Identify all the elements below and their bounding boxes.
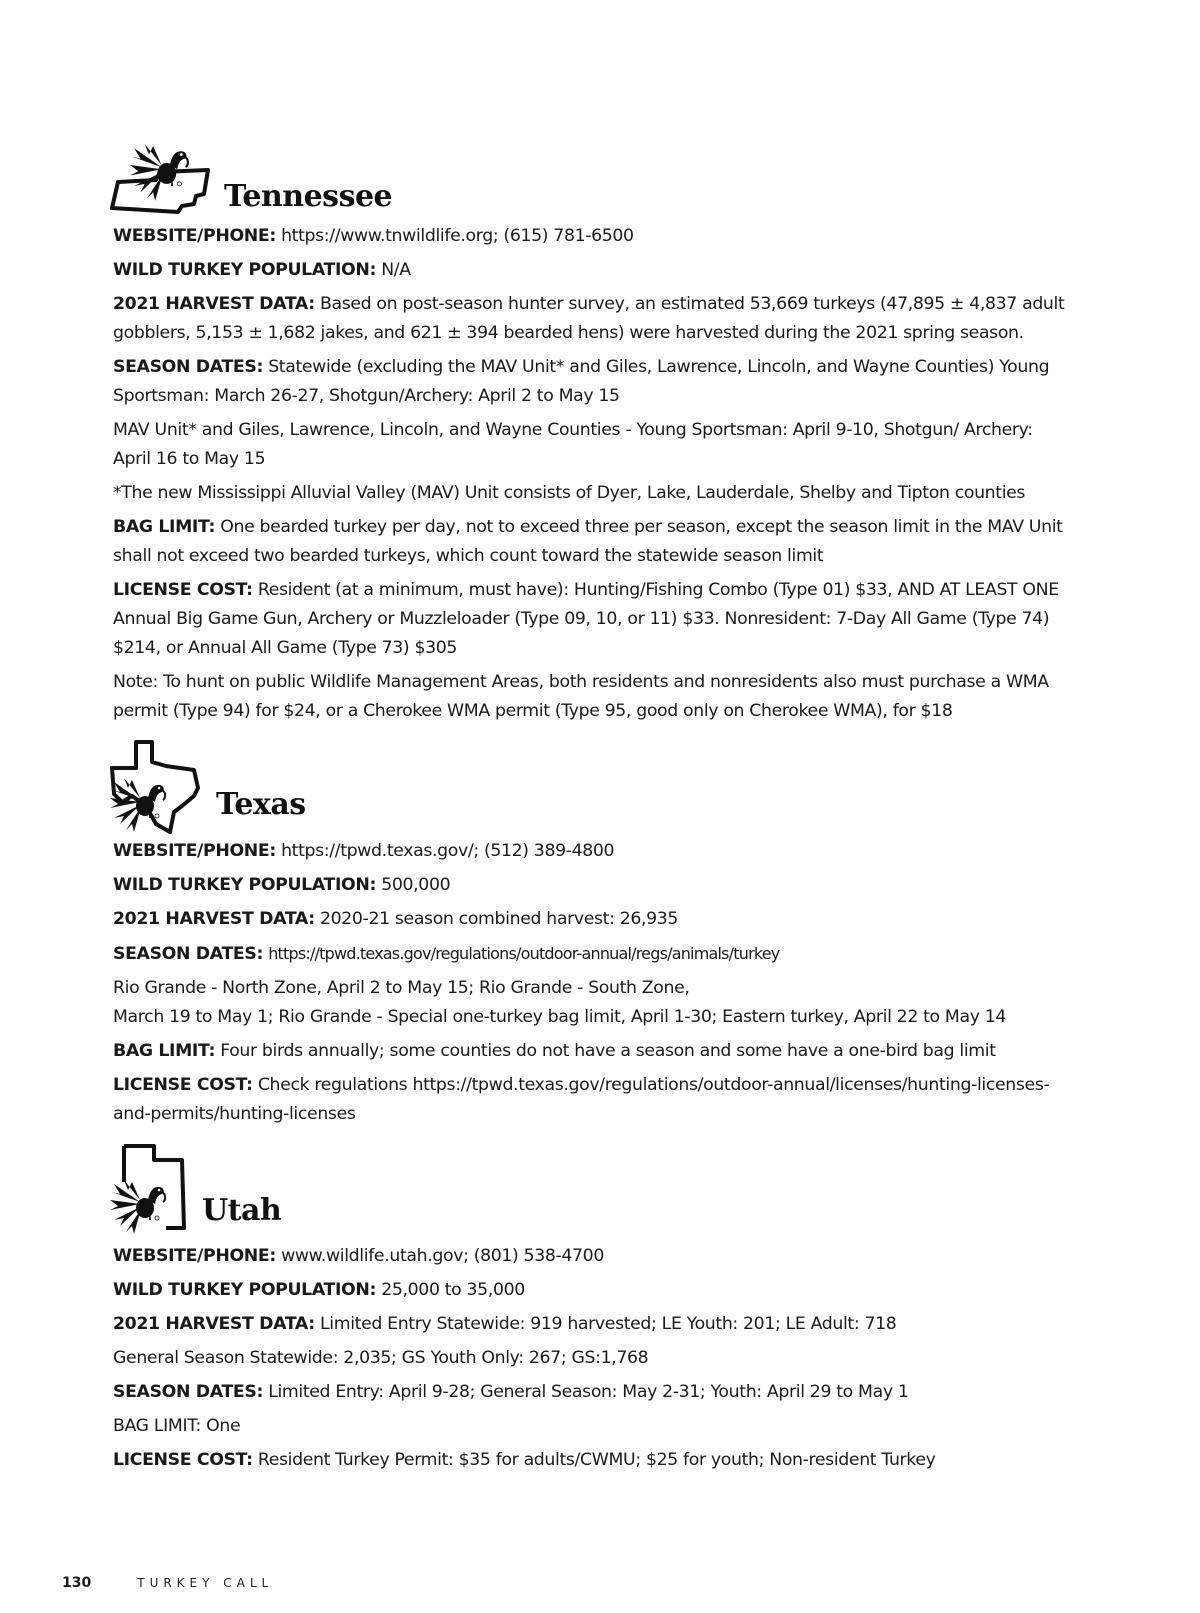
texas-header [108, 738, 306, 836]
ut-season-label: SEASON DATES: [113, 1382, 264, 1402]
ut-population-row [113, 1276, 1073, 1305]
ut-license-value: Resident Turkey Permit: $35 for adults/CWMU; $25 for youth; Non-resident Turkey [257, 1450, 936, 1470]
tn-bag-label: BAG LIMIT: [113, 517, 216, 537]
tx-season-value[interactable]: https://tpwd.texas.gov/regulations/outdoor-annual/regs/animals/turkey [268, 944, 780, 963]
page-number: 130 [62, 1575, 92, 1591]
state-name-texas: Texas [216, 787, 306, 822]
page-footer [62, 1575, 273, 1591]
tn-season-mav: MAV Unit* and Giles, Lawrence, Lincoln, and Wayne Counties - Young Sportsman: April 9-10, Shotgun/ Archery: April 16 to May 15 [113, 420, 1033, 469]
ut-season-value: Limited Entry: April 9-28; General Season: May 2-31; Youth: April 29 to May 1 [268, 1382, 909, 1402]
tn-license-value: Resident (at a minimum, must have): Hunting/Fishing Combo (Type 01) $33, AND AT LEAST ONE Annual Big Game Gun, Archery or Muzzleloader (Type 09, 10, or 11) $33. Nonresident: 7-Day All Game (Type 74) $214, or Annual All Game (Type 73) $305 [113, 580, 1059, 658]
state-name-tennessee: Tennessee [224, 179, 393, 214]
tx-season-detail-2: March 19 to May 1; Rio Grande - Special one-turkey bag limit, April 1-30; Eastern turkey, April 22 to May 14 [113, 1007, 1007, 1027]
tn-note: Note: To hunt on public Wildlife Management Areas, both residents and nonresidents also must purchase a WMA permit (Type 94) for $24, or a Cherokee WMA permit (Type 95, good only on Cherokee WMA), for $18 [113, 672, 1049, 721]
tx-bag-label: BAG LIMIT: [113, 1041, 216, 1061]
tx-population-row [113, 871, 1073, 900]
tx-bag-row [113, 1037, 1073, 1066]
ut-harvest-general: General Season Statewide: 2,035; GS Youth Only: 267; GS:1,768 [113, 1348, 649, 1368]
tn-season-label: SEASON DATES: [113, 357, 264, 377]
utah-state-turkey-icon [108, 1142, 194, 1236]
ut-website-row [113, 1242, 1073, 1271]
tx-website-label: WEBSITE/PHONE: [113, 841, 276, 861]
tx-season-detail [113, 974, 1073, 1032]
tn-license-row [113, 576, 1073, 663]
tn-season-value: Statewide (excluding the MAV Unit* and Giles, Lawrence, Lincoln, and Wayne Counties) Young Sportsman: March 26-27, Shotgun/Archery: April 2 to May 15 [113, 357, 1050, 406]
tennessee-header [108, 142, 392, 214]
ut-harvest-value: Limited Entry Statewide: 919 harvested; LE Youth: 201; LE Adult: 718 [319, 1314, 897, 1334]
ut-license-row [113, 1446, 1073, 1475]
tx-harvest-label: 2021 HARVEST DATA: [113, 909, 315, 929]
tx-website-value[interactable]: https://tpwd.texas.gov/; (512) 389-4800 [281, 841, 615, 861]
tn-website-row [113, 222, 1073, 251]
tx-license-value: Check regulations https://tpwd.texas.gov/regulations/outdoor-annual/licenses/hunting-licenses-and-permits/hunting-licenses [113, 1075, 1050, 1124]
ut-harvest-row [113, 1310, 1073, 1339]
ut-bag-row: BAG LIMIT: One [113, 1416, 241, 1436]
tn-website-label: WEBSITE/PHONE: [113, 226, 276, 246]
tn-harvest-value: Based on post-season hunter survey, an estimated 53,669 turkeys (47,895 ± 4,837 adult gobblers, 5,153 ± 1,682 jakes, and 621 ± 394 bearded hens) were harvested during the 2021 spring season. [113, 294, 1065, 343]
ut-season-row [113, 1378, 1073, 1407]
tx-season-row [113, 939, 1073, 969]
tn-harvest-row [113, 290, 1073, 348]
tx-harvest-row [113, 905, 1073, 934]
state-name-utah: Utah [202, 1193, 282, 1228]
tx-population-label: WILD TURKEY POPULATION: [113, 875, 377, 895]
tx-license-label: LICENSE COST: [113, 1075, 253, 1095]
utah-details [113, 1242, 1073, 1480]
tx-season-detail-1: Rio Grande - North Zone, April 2 to May 15; Rio Grande - South Zone, [113, 978, 690, 998]
tn-bag-row [113, 513, 1073, 571]
ut-population-label: WILD TURKEY POPULATION: [113, 1280, 377, 1300]
tn-mav-note: *The new Mississippi Alluvial Valley (MAV) Unit consists of Dyer, Lake, Lauderdale, Shelby and Tipton counties [113, 483, 1026, 503]
tn-bag-value: One bearded turkey per day, not to exceed three per season, except the season limit in the MAV Unit shall not exceed two bearded turkeys, which count toward the statewide season limit [113, 517, 1063, 566]
tn-population-row [113, 256, 1073, 285]
texas-state-turkey-icon [108, 738, 208, 836]
ut-license-label: LICENSE COST: [113, 1450, 253, 1470]
ut-population-value: 25,000 to 35,000 [381, 1280, 525, 1300]
tn-license-label: LICENSE COST: [113, 580, 253, 600]
magazine-name: TURKEY CALL [137, 1576, 274, 1590]
tennessee-details [113, 222, 1073, 731]
tn-season-row [113, 353, 1073, 411]
tx-license-row [113, 1071, 1073, 1129]
tx-bag-value: Four birds annually; some counties do not have a season and some have a one-bird bag limit [220, 1041, 996, 1061]
tennessee-state-turkey-icon [108, 142, 216, 214]
ut-harvest-label: 2021 HARVEST DATA: [113, 1314, 315, 1334]
tx-population-value: 500,000 [381, 875, 451, 895]
tx-season-label: SEASON DATES: [113, 944, 264, 964]
tn-website-value[interactable]: https://www.tnwildlife.org; (615) 781-6500 [281, 226, 634, 246]
tn-population-label: WILD TURKEY POPULATION: [113, 260, 377, 280]
texas-details [113, 837, 1073, 1134]
ut-website-value[interactable]: www.wildlife.utah.gov; (801) 538-4700 [281, 1246, 604, 1266]
tn-harvest-label: 2021 HARVEST DATA: [113, 294, 315, 314]
tx-website-row [113, 837, 1073, 866]
tx-harvest-value: 2020-21 season combined harvest: 26,935 [319, 909, 679, 929]
ut-website-label: WEBSITE/PHONE: [113, 1246, 276, 1266]
tn-population-value: N/A [381, 260, 411, 280]
utah-header [108, 1142, 281, 1236]
